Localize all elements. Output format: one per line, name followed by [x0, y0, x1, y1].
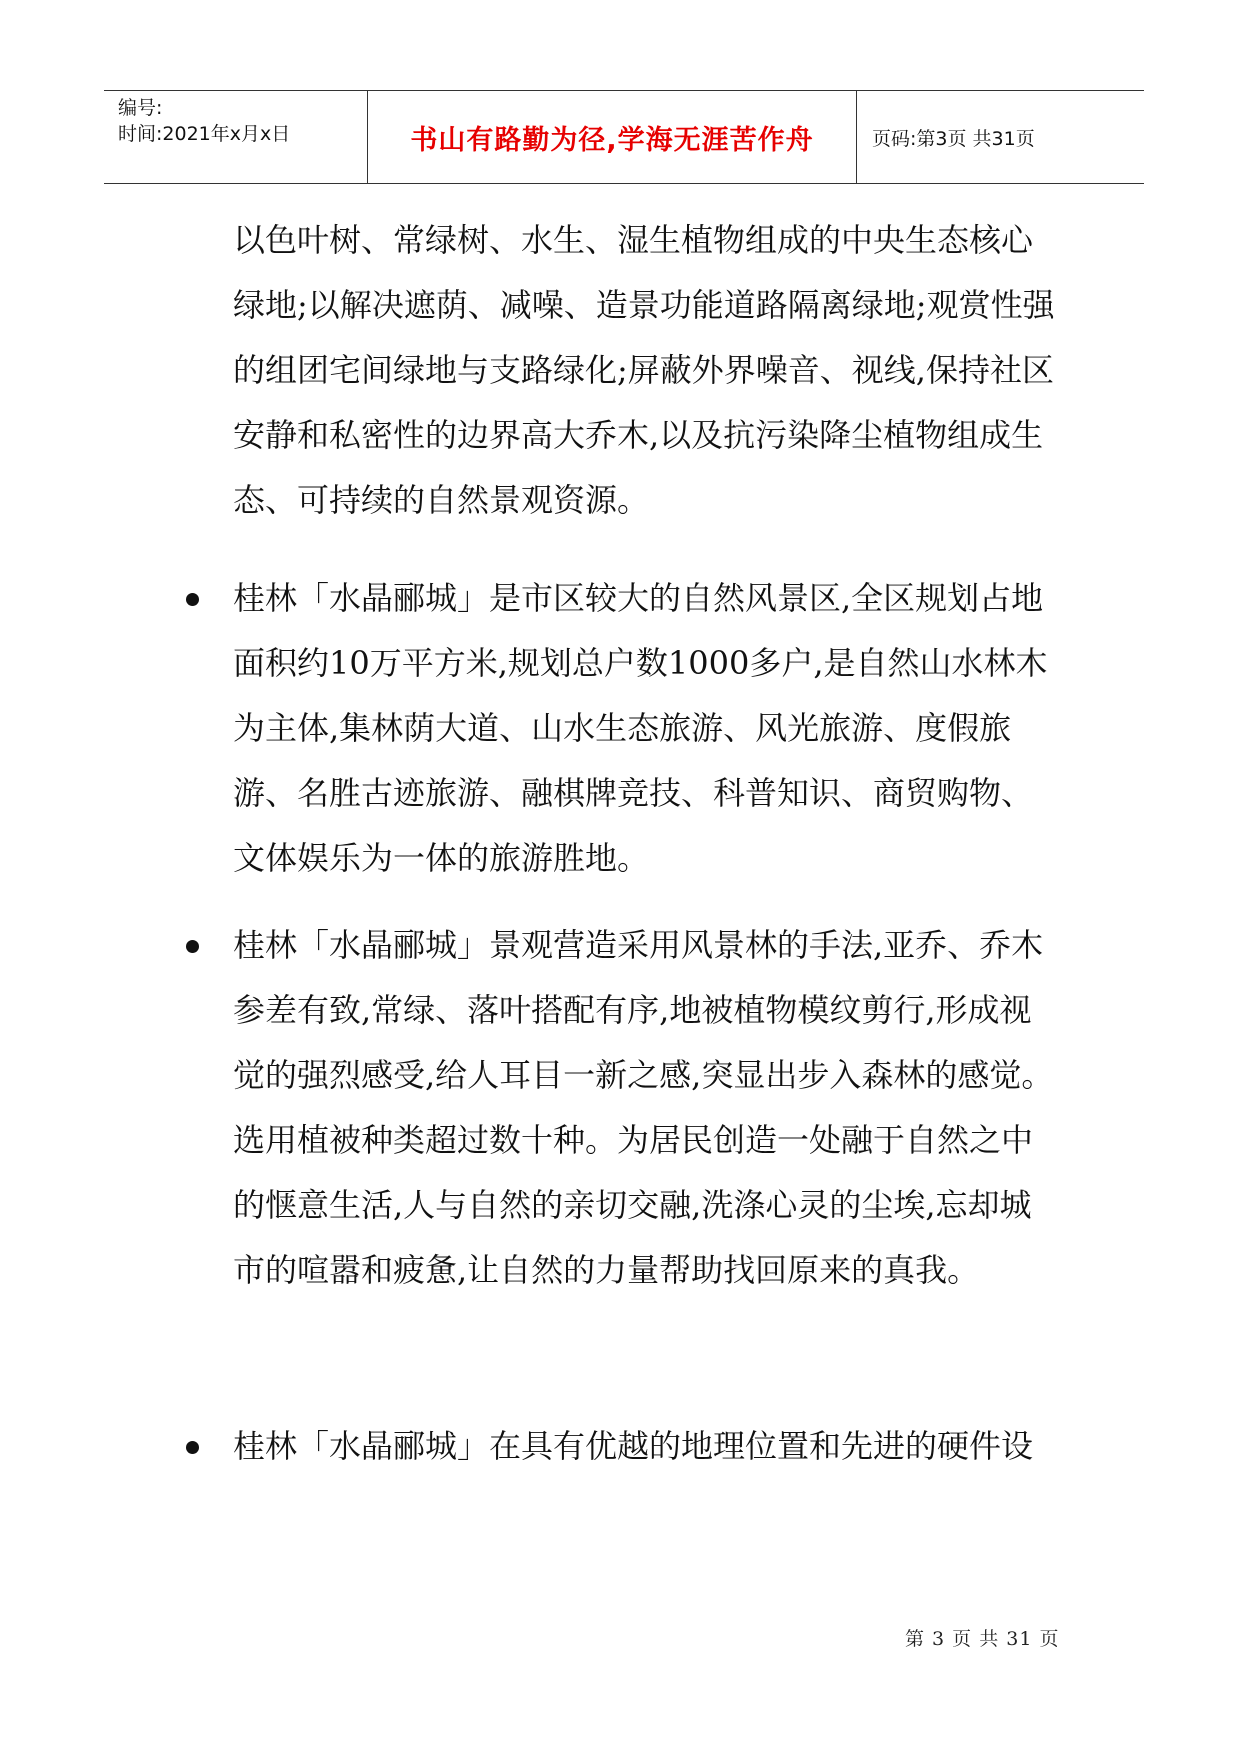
bullet-dot — [186, 593, 199, 606]
paragraph-intro: 以色叶树、常绿树、水生、湿生植物组成的中央生态核心绿地;以解决遮荫、减噪、造景功能道路隔离绿地;观赏性强的组团宅间绿地与支路绿化;屏蔽外界噪音、视线,保持社区安静和私密性的边界高大乔木,以及抗污染降尘植物组成生态、可持续的自然景观资源。 — [233, 221, 1055, 519]
bullet-dot — [186, 940, 199, 953]
document-number-label: 编号: — [118, 97, 163, 119]
header-motto: 书山有路勤为径,学海无涯苦作舟 — [410, 124, 814, 156]
header-divider-left — [367, 91, 368, 183]
header-divider-right — [856, 91, 857, 183]
document-time-label: 时间:2021年x月x日 — [118, 123, 291, 145]
bullet-dot — [186, 1441, 199, 1454]
bullet-paragraph: 桂林「水晶郦城」在具有优越的地理位置和先进的硬件设 — [233, 1427, 1034, 1465]
bullet-paragraph: 桂林「水晶郦城」景观营造采用风景林的手法,亚乔、乔木参差有致,常绿、落叶搭配有序,地被植物模纹剪行,形成视觉的强烈感受,给人耳目一新之感,突显出步入森林的感觉。选用植被种类超过数十种。为居民创造一处融于自然之中的惬意生活,人与自然的亲切交融,洗涤心灵的尘埃,忘却城市的喧嚣和疲惫,让自然的力量帮助找回原来的真我。 — [233, 926, 1054, 1289]
header-page-label: 页码:第3页 共31页 — [872, 127, 1035, 150]
header-meta — [118, 91, 368, 183]
bullet-paragraph: 桂林「水晶郦城」是市区较大的自然风景区,全区规划占地面积约10万平方米,规划总户数1000多户,是自然山水林木为主体,集林荫大道、山水生态旅游、风光旅游、度假旅游、名胜古迹旅游、融棋牌竞技、科普知识、商贸购物、文体娱乐为一体的旅游胜地。 — [233, 579, 1048, 877]
page-header — [104, 90, 1144, 184]
page-footer: 第 3 页 共 31 页 — [905, 1628, 1060, 1650]
